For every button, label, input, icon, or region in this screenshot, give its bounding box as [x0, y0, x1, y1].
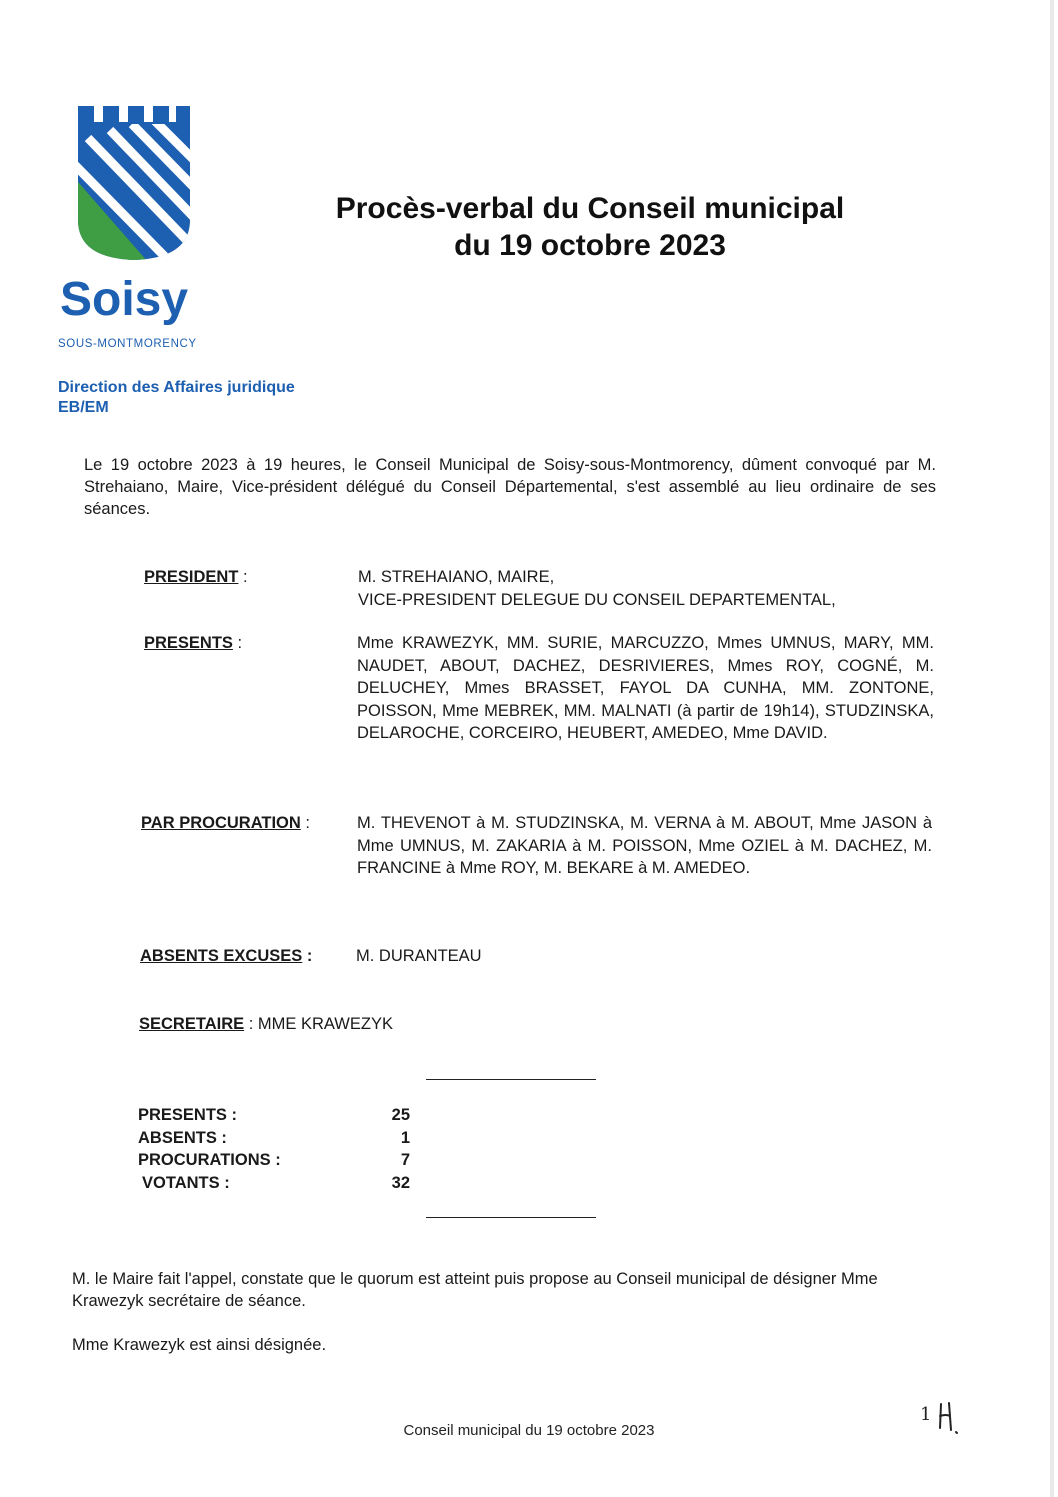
absents-label: ABSENTS EXCUSES :: [140, 947, 313, 965]
procuration-list: M. THEVENOT à M. STUDZINSKA, M. VERNA à M. ABOUT, Mme JASON à Mme UMNUS, M. ZAKARIA à M. POISSON, Mme OZIEL à M. DACHEZ, M. FRANCINE à Mme ROY, M. BEKARE à M. AMEDEO.: [357, 814, 932, 877]
department-ref: EB/EM: [58, 399, 109, 416]
designation-paragraph: Mme Krawezyk est ainsi désignée.: [72, 1336, 327, 1354]
president-label: PRESIDENT :: [144, 568, 248, 586]
logo-subtitle: SOUS-MONTMORENCY: [58, 338, 197, 350]
divider-top: [426, 1079, 596, 1080]
appel-paragraph: M. le Maire fait l'appel, constate que le quorum est atteint puis propose au Conseil municipal de désigner Mme Krawezyk secrétaire de séance.: [72, 1270, 878, 1310]
absents-list: M. DURANTEAU: [356, 947, 482, 965]
title-line-1: Procès-verbal du Conseil municipal: [335, 192, 845, 225]
handwritten-initials-icon: [936, 1398, 966, 1438]
castle-shield-icon: [58, 102, 198, 262]
title-line-2: du 19 octobre 2023: [454, 229, 726, 262]
presents-label: PRESENTS :: [144, 634, 243, 652]
secretaire-row: SECRETAIRE : MME KRAWEZYK: [139, 1015, 393, 1033]
count-row: PRESENTS : 25: [138, 1106, 410, 1124]
page-number: 1: [920, 1404, 932, 1425]
count-row: ABSENTS : 1: [138, 1128, 410, 1147]
document-title: [260, 190, 920, 264]
count-row: VOTANTS : 32: [142, 1173, 410, 1192]
vote-counts: [138, 1104, 418, 1194]
scan-edge: [1050, 0, 1054, 1497]
count-row: PROCURATIONS : 7: [138, 1151, 410, 1169]
secretaire-name: MME KRAWEZYK: [257, 1015, 393, 1033]
presents-list: Mme KRAWEZYK, MM. SURIE, MARCUZZO, Mmes UMNUS, MARY, MM. NAUDET, ABOUT, DACHEZ, DESRIVIERES, Mmes ROY, COGNÉ, M. DELUCHEY, Mmes BRASSET, FAYOL DA CUNHA, MM. ZONTONE, POISSON, Mme MEBREK, MM. MALNATI (à partir de 19h14), STUDZINSKA, DELAROCHE, CORCEIRO, HEUBERT, AMEDEO, Mme DAVID.: [357, 634, 934, 742]
soisy-logo: [58, 102, 208, 350]
procuration-label: PAR PROCURATION :: [141, 814, 310, 832]
logo-wordmark: Soisy: [60, 273, 189, 326]
divider-bottom: [426, 1217, 596, 1218]
department-block: [58, 378, 295, 418]
president-value: M. STREHAIANO, MAIRE, VICE-PRESIDENT DELEGUE DU CONSEIL DEPARTEMENTAL,: [358, 568, 836, 609]
intro-paragraph: Le 19 octobre 2023 à 19 heures, le Conseil Municipal de Soisy-sous-Montmorency, dûment convoqué par M. Strehaiano, Maire, Vice-président délégué du Conseil Départemental, s'est assemblé au lieu ordinaire de ses séances.: [84, 456, 936, 518]
department-name: Direction des Affaires juridique: [58, 379, 295, 396]
page-footer: Conseil municipal du 19 octobre 2023: [403, 1422, 655, 1439]
